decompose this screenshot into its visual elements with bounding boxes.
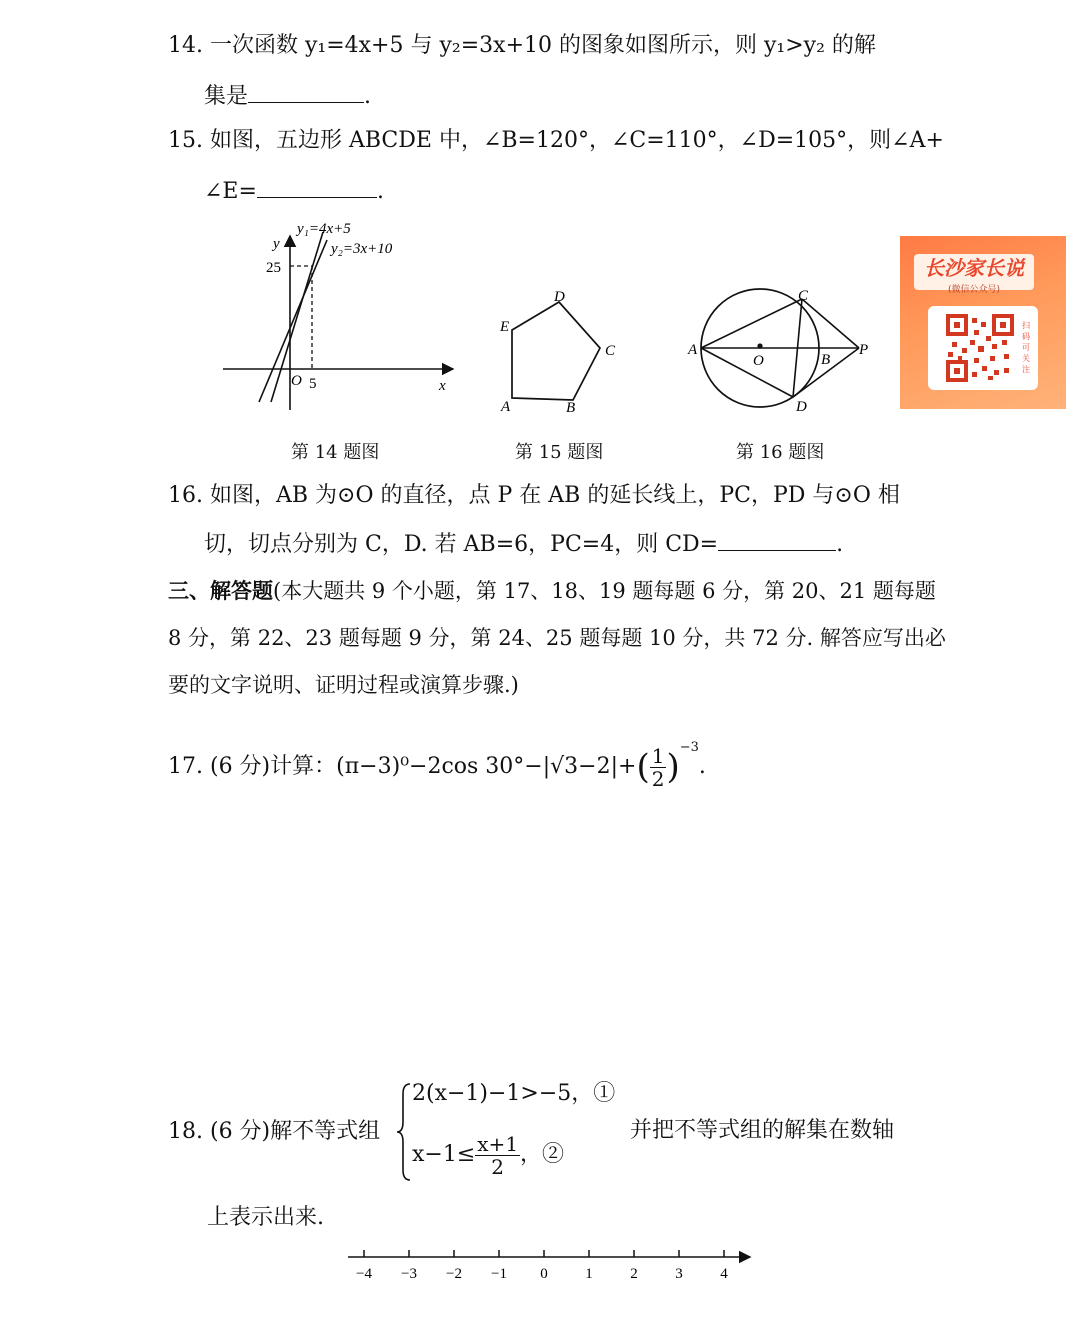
fig16-segment-AC [701,299,802,348]
q18-ineq2-den: 2 [491,1154,505,1179]
q17-exponent: −3 [679,740,699,755]
fig16-segment-AD [701,348,793,397]
number-line-label: −3 [401,1266,417,1282]
fig14-tick-x: 5 [309,376,317,392]
watermark-promo-card[interactable] [900,236,1066,409]
watermark-side-text: 扫码可关注 [1022,321,1030,374]
fig16-label-B: B [821,352,831,368]
q17-frac-den: 2 [651,766,665,791]
number-line-label: −2 [446,1266,462,1282]
number-line-label: −4 [356,1266,372,1282]
q18-ineq2-fraction [475,1133,520,1178]
fig16-label-P: P [859,342,869,358]
q18-ineq2-left: x−1≤ [412,1142,476,1167]
fig14-x-axis-label: x [439,378,446,394]
number-line-label: 0 [540,1266,548,1282]
fig16-label-D: D [796,399,807,415]
q16-line2 [204,528,843,560]
q17-frac-num: 1 [651,743,665,768]
section3-line1-rest: (本大题共 9 个小题，第 17、18、19 题每题 6 分，第 20、21 题每题 [273,579,936,603]
fig15-label-E: E [500,319,510,335]
fig14-y-axis-label: y [273,236,280,252]
fig16-label-C: C [798,288,809,304]
q14-end: . [364,84,372,109]
section3-line3: 要的文字说明、证明过程或演算步骤.) [168,673,519,697]
q15-line1: 15. 如图，五边形 ABCDE 中，∠B=120°，∠C=110°，∠D=105°，则∠A+ [168,128,944,153]
q15-answer-blank[interactable] [257,175,377,198]
q16-end: . [836,532,844,557]
q18-number-line[interactable] [340,1242,760,1287]
q14-line1: 14. 一次函数 y₁=4x+5 与 y₂=3x+10 的图象如图所示，则 y₁>y₂ 的解 [168,33,876,58]
q18-brace [396,1082,412,1182]
q17-prefix: 17. (6 分)计算：(π−3)⁰−2cos 30°−|√3−2|+ [168,754,637,779]
fig14-caption: 第 14 题图 [291,442,380,463]
section3-line2: 8 分，第 22、23 题每题 9 分，第 24、25 题每题 10 分，共 72 分. 解答应写出必 [168,626,946,650]
q15-line2-text: ∠E= [204,179,257,204]
number-line-label: 1 [585,1266,593,1282]
figure-16-circle [684,283,874,418]
q18-ineq2 [412,1130,564,1180]
fig16-center-dot [757,343,762,348]
q18-line2: 上表示出来. [207,1205,324,1230]
number-line-label: 3 [675,1266,683,1282]
q14-line2-text: 集是 [204,84,249,109]
fig16-label-O: O [753,353,764,369]
q17-fraction [650,745,667,790]
q14-answer-blank[interactable] [248,80,364,103]
section3-line1 [168,576,936,606]
number-line-label: 2 [630,1266,638,1282]
fig14-label-y1: y₁=4x+5 [297,221,351,237]
q18-ineq1: 2(x−1)−1>−5，① [412,1081,616,1106]
q18-ineq2-right: ，② [520,1142,565,1167]
fig16-caption: 第 16 题图 [736,442,825,463]
q16-line1: 16. 如图，AB 为⊙O 的直径，点 P 在 AB 的延长线上，PC，PD 与⊙O 相 [168,483,900,508]
fig14-label-y2: y₂=3x+10 [331,241,393,257]
fig15-caption: 第 15 题图 [515,442,604,463]
fig15-label-C: C [605,343,616,359]
watermark-title: 长沙家长说 [914,254,1034,290]
q17-end: . [698,754,706,779]
figure-15-pentagon [495,285,625,420]
q15-line2 [204,175,384,207]
fig15-label-D: D [554,289,565,305]
watermark-subtitle: (微信公众号) [947,285,1001,295]
q17: 17. (6 分)计算：(π−3)⁰−2cos 30°−|√3−2|+( $\frac{1}{2}$ )$^{-3}$. [168,740,706,791]
q18-ineq2-num: x+1 [477,1131,519,1156]
q14-line2 [204,80,371,112]
section3-heading: 三、解答题 [168,578,273,603]
q18-suffix: 并把不等式组的解集在数轴 [630,1118,895,1143]
q18-prefix: 18. (6 分)解不等式组 [168,1119,381,1144]
q16-line2-text: 切，切点分别为 C，D. 若 AB=6，PC=4，则 CD= [204,532,719,557]
fig15-pentagon [512,302,600,400]
fig15-label-A: A [501,399,511,415]
fig16-label-A: A [688,342,698,358]
fig14-origin-label: O [291,373,302,389]
q16-answer-blank[interactable] [718,528,836,551]
fig15-label-B: B [566,400,576,416]
fig16-tangent-PC [802,299,859,348]
figure-14-graph [215,218,465,418]
number-line-label: −1 [491,1266,507,1282]
q15-end: . [376,179,384,204]
qr-code-icon [946,314,1014,382]
fig14-tick-y: 25 [266,260,281,276]
number-line-label: 4 [720,1266,728,1282]
